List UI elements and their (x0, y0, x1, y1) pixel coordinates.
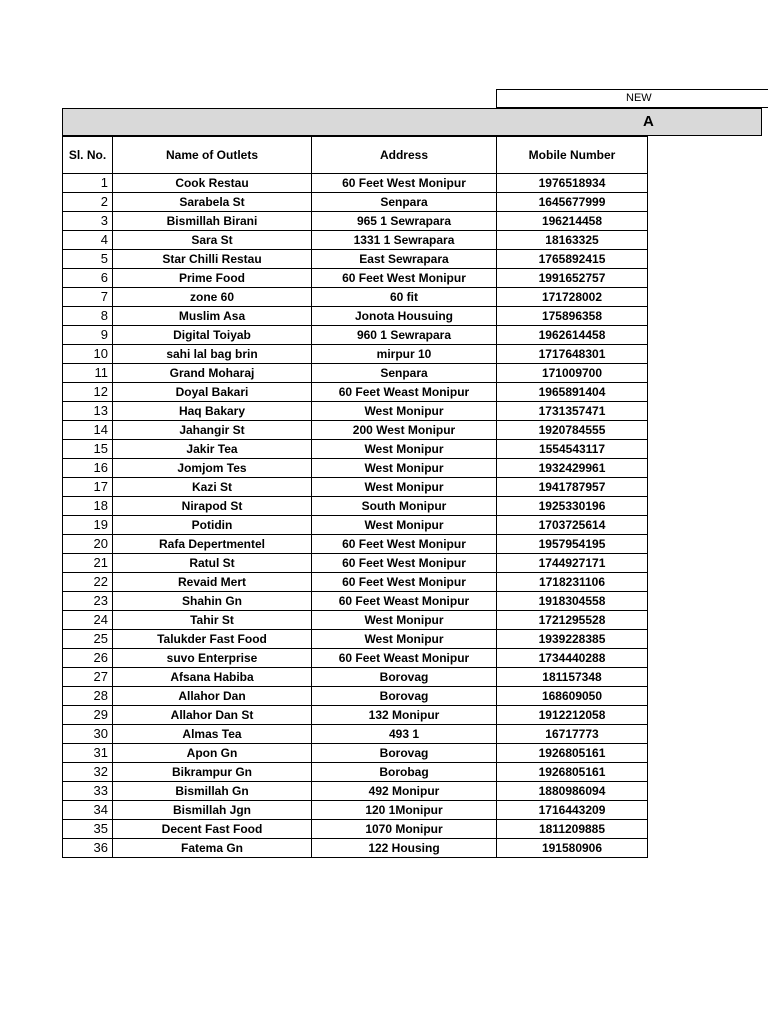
cell-mobile-number: 1554543117 (497, 440, 648, 459)
table-row (63, 687, 648, 706)
cell-address: 60 Feet West Monipur (312, 174, 497, 193)
cell-address: Borovag (312, 744, 497, 763)
cell-address: Senpara (312, 193, 497, 212)
cell-mobile-number: 1926805161 (497, 763, 648, 782)
cell-mobile-number: 1880986094 (497, 782, 648, 801)
table-row (63, 668, 648, 687)
cell-sl-no: 36 (63, 839, 113, 858)
cell-outlet-name: Bismillah Gn (113, 782, 312, 801)
cell-address: 493 1 (312, 725, 497, 744)
cell-outlet-name: Talukder Fast Food (113, 630, 312, 649)
cell-address: 60 Feet Weast Monipur (312, 649, 497, 668)
cell-outlet-name: Jahangir St (113, 421, 312, 440)
cell-sl-no: 27 (63, 668, 113, 687)
cell-sl-no: 34 (63, 801, 113, 820)
table-row (63, 440, 648, 459)
cell-sl-no: 29 (63, 706, 113, 725)
cell-address: 60 Feet Weast Monipur (312, 383, 497, 402)
table-row (63, 706, 648, 725)
cell-sl-no: 4 (63, 231, 113, 250)
cell-sl-no: 23 (63, 592, 113, 611)
cell-address: 60 Feet West Monipur (312, 573, 497, 592)
cell-mobile-number: 1717648301 (497, 345, 648, 364)
cell-sl-no: 24 (63, 611, 113, 630)
cell-outlet-name: Sarabela St (113, 193, 312, 212)
cell-outlet-name: Ratul St (113, 554, 312, 573)
cell-outlet-name: Bismillah Jgn (113, 801, 312, 820)
table-header-row (63, 137, 648, 174)
cell-address: West Monipur (312, 459, 497, 478)
table-row (63, 364, 648, 383)
cell-mobile-number: 1721295528 (497, 611, 648, 630)
cell-outlet-name: Apon Gn (113, 744, 312, 763)
cell-outlet-name: Digital Toiyab (113, 326, 312, 345)
cell-address: 60 Feet Weast Monipur (312, 592, 497, 611)
cell-sl-no: 19 (63, 516, 113, 535)
cell-address: West Monipur (312, 402, 497, 421)
cell-address: 492 Monipur (312, 782, 497, 801)
cell-address: 60 Feet West Monipur (312, 554, 497, 573)
table-row (63, 174, 648, 193)
cell-mobile-number: 1912212058 (497, 706, 648, 725)
title-fragment: A (643, 113, 654, 130)
cell-mobile-number: 1926805161 (497, 744, 648, 763)
header-label: NEW (626, 92, 652, 104)
cell-address: 60 Feet West Monipur (312, 269, 497, 288)
cell-mobile-number: 1976518934 (497, 174, 648, 193)
cell-address: West Monipur (312, 440, 497, 459)
cell-sl-no: 14 (63, 421, 113, 440)
cell-outlet-name: Decent Fast Food (113, 820, 312, 839)
cell-mobile-number: 16717773 (497, 725, 648, 744)
cell-outlet-name: sahi lal bag brin (113, 345, 312, 364)
cell-mobile-number: 1918304558 (497, 592, 648, 611)
cell-mobile-number: 191580906 (497, 839, 648, 858)
table-row (63, 649, 648, 668)
table-row (63, 820, 648, 839)
cell-address: 60 Feet West Monipur (312, 535, 497, 554)
cell-outlet-name: Afsana Habiba (113, 668, 312, 687)
cell-sl-no: 3 (63, 212, 113, 231)
cell-sl-no: 32 (63, 763, 113, 782)
cell-outlet-name: Sara St (113, 231, 312, 250)
cell-address: mirpur 10 (312, 345, 497, 364)
column-header-sl: Sl. No. (63, 137, 113, 174)
cell-mobile-number: 1957954195 (497, 535, 648, 554)
column-header-name: Name of Outlets (113, 137, 312, 174)
cell-mobile-number: 1932429961 (497, 459, 648, 478)
cell-mobile-number: 171009700 (497, 364, 648, 383)
cell-sl-no: 1 (63, 174, 113, 193)
cell-sl-no: 12 (63, 383, 113, 402)
cell-address: South Monipur (312, 497, 497, 516)
cell-address: Borovag (312, 687, 497, 706)
cell-outlet-name: Potidin (113, 516, 312, 535)
cell-address: West Monipur (312, 478, 497, 497)
cell-outlet-name: Bikrampur Gn (113, 763, 312, 782)
outlet-table (62, 136, 648, 858)
cell-sl-no: 21 (63, 554, 113, 573)
table-row (63, 402, 648, 421)
table-row (63, 573, 648, 592)
table-body (63, 174, 648, 858)
cell-address: Borobag (312, 763, 497, 782)
cell-address: West Monipur (312, 611, 497, 630)
table-row (63, 288, 648, 307)
cell-outlet-name: Cook Restau (113, 174, 312, 193)
table-row (63, 535, 648, 554)
table-row (63, 592, 648, 611)
table-row (63, 611, 648, 630)
table-row (63, 307, 648, 326)
cell-outlet-name: Rafa Depertmentel (113, 535, 312, 554)
cell-mobile-number: 171728002 (497, 288, 648, 307)
table-row (63, 231, 648, 250)
cell-mobile-number: 175896358 (497, 307, 648, 326)
table-row (63, 326, 648, 345)
column-header-address: Address (312, 137, 497, 174)
cell-sl-no: 9 (63, 326, 113, 345)
cell-address: 960 1 Sewrapara (312, 326, 497, 345)
cell-outlet-name: Muslim Asa (113, 307, 312, 326)
cell-sl-no: 13 (63, 402, 113, 421)
cell-sl-no: 15 (63, 440, 113, 459)
cell-outlet-name: Tahir St (113, 611, 312, 630)
cell-outlet-name: Star Chilli Restau (113, 250, 312, 269)
table-row (63, 193, 648, 212)
cell-address: 1331 1 Sewrapara (312, 231, 497, 250)
cell-address: 965 1 Sewrapara (312, 212, 497, 231)
cell-address: Senpara (312, 364, 497, 383)
title-band (62, 108, 762, 136)
cell-outlet-name: Allahor Dan St (113, 706, 312, 725)
table-row (63, 269, 648, 288)
cell-outlet-name: Fatema Gn (113, 839, 312, 858)
header-cell-box (496, 89, 768, 108)
cell-sl-no: 2 (63, 193, 113, 212)
cell-sl-no: 10 (63, 345, 113, 364)
cell-mobile-number: 181157348 (497, 668, 648, 687)
cell-sl-no: 20 (63, 535, 113, 554)
cell-mobile-number: 1703725614 (497, 516, 648, 535)
cell-mobile-number: 1920784555 (497, 421, 648, 440)
cell-sl-no: 31 (63, 744, 113, 763)
cell-outlet-name: Jomjom Tes (113, 459, 312, 478)
table-row (63, 630, 648, 649)
cell-outlet-name: Prime Food (113, 269, 312, 288)
cell-address: East Sewrapara (312, 250, 497, 269)
cell-mobile-number: 1731357471 (497, 402, 648, 421)
cell-sl-no: 5 (63, 250, 113, 269)
cell-sl-no: 16 (63, 459, 113, 478)
cell-sl-no: 8 (63, 307, 113, 326)
table-row (63, 250, 648, 269)
cell-outlet-name: zone 60 (113, 288, 312, 307)
cell-address: 200 West Monipur (312, 421, 497, 440)
cell-address: Borovag (312, 668, 497, 687)
table-row (63, 725, 648, 744)
cell-address: 1070 Monipur (312, 820, 497, 839)
cell-address: Jonota Housuing (312, 307, 497, 326)
cell-outlet-name: Bismillah Birani (113, 212, 312, 231)
cell-outlet-name: Haq Bakary (113, 402, 312, 421)
cell-mobile-number: 18163325 (497, 231, 648, 250)
cell-mobile-number: 196214458 (497, 212, 648, 231)
table-row (63, 782, 648, 801)
cell-address: West Monipur (312, 630, 497, 649)
cell-mobile-number: 1716443209 (497, 801, 648, 820)
table-row (63, 763, 648, 782)
cell-sl-no: 22 (63, 573, 113, 592)
cell-sl-no: 26 (63, 649, 113, 668)
cell-address: West Monipur (312, 516, 497, 535)
cell-address: 122 Housing (312, 839, 497, 858)
cell-outlet-name: Doyal Bakari (113, 383, 312, 402)
cell-mobile-number: 1941787957 (497, 478, 648, 497)
table-row (63, 554, 648, 573)
cell-sl-no: 30 (63, 725, 113, 744)
cell-sl-no: 33 (63, 782, 113, 801)
table-row (63, 839, 648, 858)
cell-outlet-name: Allahor Dan (113, 687, 312, 706)
cell-mobile-number: 1811209885 (497, 820, 648, 839)
cell-mobile-number: 168609050 (497, 687, 648, 706)
cell-outlet-name: Grand Moharaj (113, 364, 312, 383)
table-row (63, 497, 648, 516)
cell-sl-no: 11 (63, 364, 113, 383)
table-row (63, 212, 648, 231)
table-row (63, 801, 648, 820)
cell-sl-no: 7 (63, 288, 113, 307)
cell-sl-no: 17 (63, 478, 113, 497)
column-header-mobile: Mobile Number (497, 137, 648, 174)
table-row (63, 421, 648, 440)
cell-outlet-name: Kazi St (113, 478, 312, 497)
cell-address: 120 1Monipur (312, 801, 497, 820)
cell-sl-no: 18 (63, 497, 113, 516)
cell-mobile-number: 1991652757 (497, 269, 648, 288)
cell-mobile-number: 1965891404 (497, 383, 648, 402)
cell-sl-no: 6 (63, 269, 113, 288)
cell-outlet-name: Jakir Tea (113, 440, 312, 459)
cell-address: 60 fit (312, 288, 497, 307)
table-row (63, 383, 648, 402)
cell-mobile-number: 1718231106 (497, 573, 648, 592)
table-row (63, 478, 648, 497)
table-row (63, 516, 648, 535)
cell-mobile-number: 1645677999 (497, 193, 648, 212)
cell-outlet-name: Nirapod St (113, 497, 312, 516)
table-row (63, 744, 648, 763)
cell-outlet-name: Revaid Mert (113, 573, 312, 592)
cell-mobile-number: 1734440288 (497, 649, 648, 668)
cell-address: 132 Monipur (312, 706, 497, 725)
cell-mobile-number: 1744927171 (497, 554, 648, 573)
cell-sl-no: 25 (63, 630, 113, 649)
table-row (63, 345, 648, 364)
cell-mobile-number: 1765892415 (497, 250, 648, 269)
cell-outlet-name: suvo Enterprise (113, 649, 312, 668)
cell-sl-no: 35 (63, 820, 113, 839)
cell-mobile-number: 1925330196 (497, 497, 648, 516)
cell-mobile-number: 1939228385 (497, 630, 648, 649)
cell-outlet-name: Shahin Gn (113, 592, 312, 611)
table-row (63, 459, 648, 478)
cell-sl-no: 28 (63, 687, 113, 706)
cell-outlet-name: Almas Tea (113, 725, 312, 744)
cell-mobile-number: 1962614458 (497, 326, 648, 345)
